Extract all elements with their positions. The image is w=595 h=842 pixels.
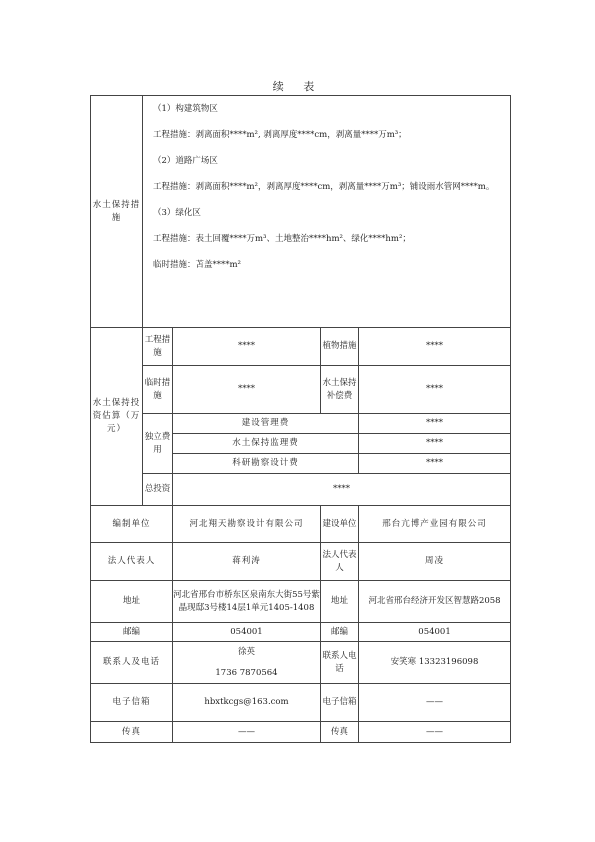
contact-row xyxy=(91,642,511,684)
email-value: hbxtkcgs@163.com xyxy=(173,684,321,722)
zip-row xyxy=(91,623,511,642)
section-line: 工程措施：剥离面积****m²，剥离厚度****cm，剥离量****万m³；铺设雨水管网****m。 xyxy=(153,182,495,192)
fax2-value: —— xyxy=(359,722,511,743)
builder-value: 邢台亢博产业园有限公司 xyxy=(359,506,511,543)
engineering-label: 工程措施 xyxy=(143,328,173,366)
section-heading: （2）道路广场区 xyxy=(153,156,218,166)
measures-content xyxy=(143,96,511,328)
investment-label: 水土保持投资估算（万元） xyxy=(91,328,143,506)
vegetation-label: 植物措施 xyxy=(321,328,359,366)
zip2-value: 054001 xyxy=(359,623,511,642)
section-line: 临时措施：苫盖****m² xyxy=(153,260,241,270)
vegetation-value: **** xyxy=(359,328,511,366)
fax-value: —— xyxy=(173,722,321,743)
contact-value xyxy=(173,642,321,684)
email-label: 电子信箱 xyxy=(91,684,173,722)
legal-rep-label: 法人代表人 xyxy=(91,543,173,581)
independent-row-1 xyxy=(91,414,511,434)
independent-label: 独立费用 xyxy=(143,414,173,474)
investment-row-temporary xyxy=(91,366,511,414)
total-value: **** xyxy=(173,474,511,506)
engineering-value: **** xyxy=(173,328,321,366)
section-heading: （3）绿化区 xyxy=(153,208,201,218)
contact2-label: 联系人电话 xyxy=(321,642,359,684)
form-table xyxy=(90,95,511,743)
investment-row-engineering xyxy=(91,328,511,366)
independent-item-label: 水土保持监理费 xyxy=(173,434,359,454)
legal-rep-value: 蒋利涛 xyxy=(173,543,321,581)
temporary-label: 临时措施 xyxy=(143,366,173,414)
legal-rep-row xyxy=(91,543,511,581)
compiler-row xyxy=(91,506,511,543)
total-row xyxy=(91,474,511,506)
legal-rep2-value: 周凌 xyxy=(359,543,511,581)
independent-item-label: 建设管理费 xyxy=(173,414,359,434)
fax-row xyxy=(91,722,511,743)
address-value: 河北省邢台市桥东区泉南东大街55号紫晶现邸3号楼14层1单元1405-1408 xyxy=(173,581,321,623)
contact-label: 联系人及电话 xyxy=(91,642,173,684)
builder-label: 建设单位 xyxy=(321,506,359,543)
address2-label: 地址 xyxy=(321,581,359,623)
contact2-value: 安笑寒 13323196098 xyxy=(359,642,511,684)
zip-value: 054001 xyxy=(173,623,321,642)
zip2-label: 邮编 xyxy=(321,623,359,642)
address2-value: 河北省邢台经济开发区智慧路2058 xyxy=(359,581,511,623)
contact-phone: 1736 7870564 xyxy=(215,667,278,678)
section-heading: （1）构建筑物区 xyxy=(153,104,218,114)
independent-item-value: **** xyxy=(359,454,511,474)
address-label: 地址 xyxy=(91,581,173,623)
total-label: 总投资 xyxy=(143,474,173,506)
independent-item-value: **** xyxy=(359,434,511,454)
fax2-label: 传真 xyxy=(321,722,359,743)
fax-label: 传真 xyxy=(91,722,173,743)
contact-name: 徐英 xyxy=(237,646,255,657)
email-row xyxy=(91,684,511,722)
email2-value: —— xyxy=(359,684,511,722)
legal-rep2-label: 法人代表人 xyxy=(321,543,359,581)
compensation-label: 水土保持补偿费 xyxy=(321,366,359,414)
independent-item-label: 科研勘察设计费 xyxy=(173,454,359,474)
compiler-value: 河北翔天勘察设计有限公司 xyxy=(173,506,321,543)
address-row xyxy=(91,581,511,623)
measures-label: 水土保持措施 xyxy=(91,96,143,328)
page-title: 续 表 xyxy=(272,80,323,93)
temporary-value: **** xyxy=(173,366,321,414)
independent-item-value: **** xyxy=(359,414,511,434)
zip-label: 邮编 xyxy=(91,623,173,642)
section-line: 工程措施：剥离面积****m², 剥离厚度****cm，剥离量****万m³； xyxy=(153,130,407,140)
email2-label: 电子信箱 xyxy=(321,684,359,722)
compensation-value: **** xyxy=(359,366,511,414)
section-line: 工程措施：表土回覆****万m³、土地整治****hm²、绿化****hm²； xyxy=(153,234,411,244)
compiler-label: 编制单位 xyxy=(91,506,173,543)
measures-row xyxy=(91,96,511,328)
